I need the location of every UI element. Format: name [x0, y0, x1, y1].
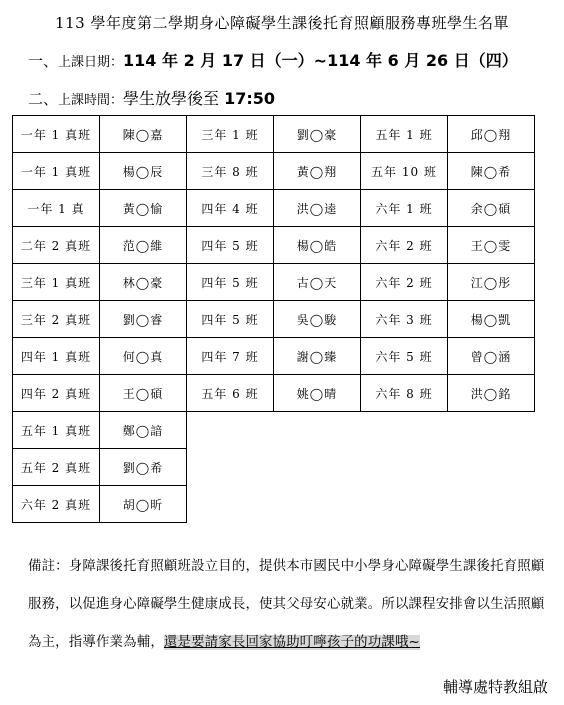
- student-name-cell: 劉◯豪: [274, 116, 361, 153]
- empty-cell: [274, 486, 361, 523]
- student-name-cell: 王◯碩: [100, 375, 187, 412]
- empty-cell: [274, 449, 361, 486]
- student-name-cell: 王◯雯: [448, 227, 535, 264]
- student-name-cell: 江◯彤: [448, 264, 535, 301]
- class-cell: 六年 3 班: [361, 301, 448, 338]
- class-cell: 五年 1 真班: [13, 412, 100, 449]
- empty-cell: [448, 412, 535, 449]
- student-name-cell: 余◯碩: [448, 190, 535, 227]
- student-name-cell: 林◯豪: [100, 264, 187, 301]
- class-cell: 四年 5 班: [187, 301, 274, 338]
- student-name-cell: 劉◯睿: [100, 301, 187, 338]
- class-cell: 五年 10 班: [361, 153, 448, 190]
- empty-cell: [361, 449, 448, 486]
- class-cell: 一年 1 真班: [13, 116, 100, 153]
- student-name-cell: 楊◯辰: [100, 153, 187, 190]
- table-row: [13, 375, 535, 412]
- table-row: [13, 486, 535, 523]
- page-title: 113 學年度第二學期身心障礙學生課後托育照顧服務專班學生名單: [55, 14, 509, 32]
- student-name-cell: 謝◯臻: [274, 338, 361, 375]
- class-cell: 五年 2 真班: [13, 449, 100, 486]
- table-row: [13, 116, 535, 153]
- student-name-cell: 洪◯逵: [274, 190, 361, 227]
- student-name-cell: 黃◯翔: [274, 153, 361, 190]
- empty-cell: [448, 486, 535, 523]
- schedule-date: [28, 48, 518, 71]
- class-cell: 六年 5 班: [361, 338, 448, 375]
- class-cell: 六年 2 真班: [13, 486, 100, 523]
- class-cell: 六年 2 班: [361, 227, 448, 264]
- class-cell: 一年 1 真: [13, 190, 100, 227]
- empty-cell: [448, 449, 535, 486]
- student-name-cell: 何◯真: [100, 338, 187, 375]
- student-name-cell: 邱◯翔: [448, 116, 535, 153]
- student-name-cell: 姚◯晴: [274, 375, 361, 412]
- class-cell: 四年 1 真班: [13, 338, 100, 375]
- table-row: [13, 301, 535, 338]
- table-row: [13, 338, 535, 375]
- table-row: [13, 264, 535, 301]
- empty-cell: [274, 412, 361, 449]
- time-label: 上課時間：: [58, 93, 124, 108]
- student-name-cell: 吳◯駿: [274, 301, 361, 338]
- student-name-cell: 楊◯皓: [274, 227, 361, 264]
- class-cell: 三年 8 班: [187, 153, 274, 190]
- class-cell: 五年 1 班: [361, 116, 448, 153]
- empty-cell: [187, 449, 274, 486]
- table-row: [13, 190, 535, 227]
- schedule-time: [28, 86, 275, 109]
- student-roster-table: [12, 115, 535, 523]
- student-name-cell: 劉◯希: [100, 449, 187, 486]
- class-cell: 四年 4 班: [187, 190, 274, 227]
- date-label: 上課日期：: [58, 55, 124, 70]
- date-value: 114 年 2 月 17 日（一）~114 年 6 月 26 日（四）: [123, 51, 518, 70]
- student-name-cell: 胡◯昕: [100, 486, 187, 523]
- table-row: [13, 153, 535, 190]
- table-row: [13, 449, 535, 486]
- time-value-text: 學生放學後至: [123, 89, 225, 108]
- empty-cell: [187, 486, 274, 523]
- student-name-cell: 洪◯銘: [448, 375, 535, 412]
- empty-cell: [361, 412, 448, 449]
- class-cell: 五年 6 班: [187, 375, 274, 412]
- class-cell: 四年 5 班: [187, 227, 274, 264]
- empty-cell: [187, 412, 274, 449]
- class-cell: 四年 2 真班: [13, 375, 100, 412]
- table-row: [13, 412, 535, 449]
- date-prefix: 一、: [28, 52, 59, 70]
- class-cell: 六年 1 班: [361, 190, 448, 227]
- table-row: [13, 227, 535, 264]
- time-value-bold: 17:50: [224, 89, 276, 108]
- student-name-cell: 楊◯凱: [448, 301, 535, 338]
- class-cell: 三年 1 真班: [13, 264, 100, 301]
- student-name-cell: 范◯維: [100, 227, 187, 264]
- class-cell: 三年 2 真班: [13, 301, 100, 338]
- class-cell: 一年 1 真班: [13, 153, 100, 190]
- student-name-cell: 古◯天: [274, 264, 361, 301]
- class-cell: 四年 5 班: [187, 264, 274, 301]
- student-name-cell: 黃◯愉: [100, 190, 187, 227]
- note-highlight: 還是要請家長回家協助叮嚀孩子的功課哦~: [163, 635, 420, 650]
- note-paragraph: [28, 548, 550, 662]
- empty-cell: [361, 486, 448, 523]
- class-cell: 六年 2 班: [361, 264, 448, 301]
- time-prefix: 二、: [28, 90, 59, 108]
- class-cell: 四年 7 班: [187, 338, 274, 375]
- student-name-cell: 曾◯涵: [448, 338, 535, 375]
- student-name-cell: 陳◯希: [448, 153, 535, 190]
- class-cell: 三年 1 班: [187, 116, 274, 153]
- student-name-cell: 陳◯嘉: [100, 116, 187, 153]
- note-text: 備註：身障課後托育照顧班設立目的，提供本市國民中小學身心障礙學生課後托育照顧服務，以促進身心障礙學生健康成長，使其父母安心就業。所以課程安排會以生活照顧為主，指導作業為輔，: [28, 559, 545, 650]
- student-name-cell: 鄭◯諳: [100, 412, 187, 449]
- signature: 輔導處特教組啟: [442, 678, 548, 696]
- class-cell: 六年 8 班: [361, 375, 448, 412]
- class-cell: 二年 2 真班: [13, 227, 100, 264]
